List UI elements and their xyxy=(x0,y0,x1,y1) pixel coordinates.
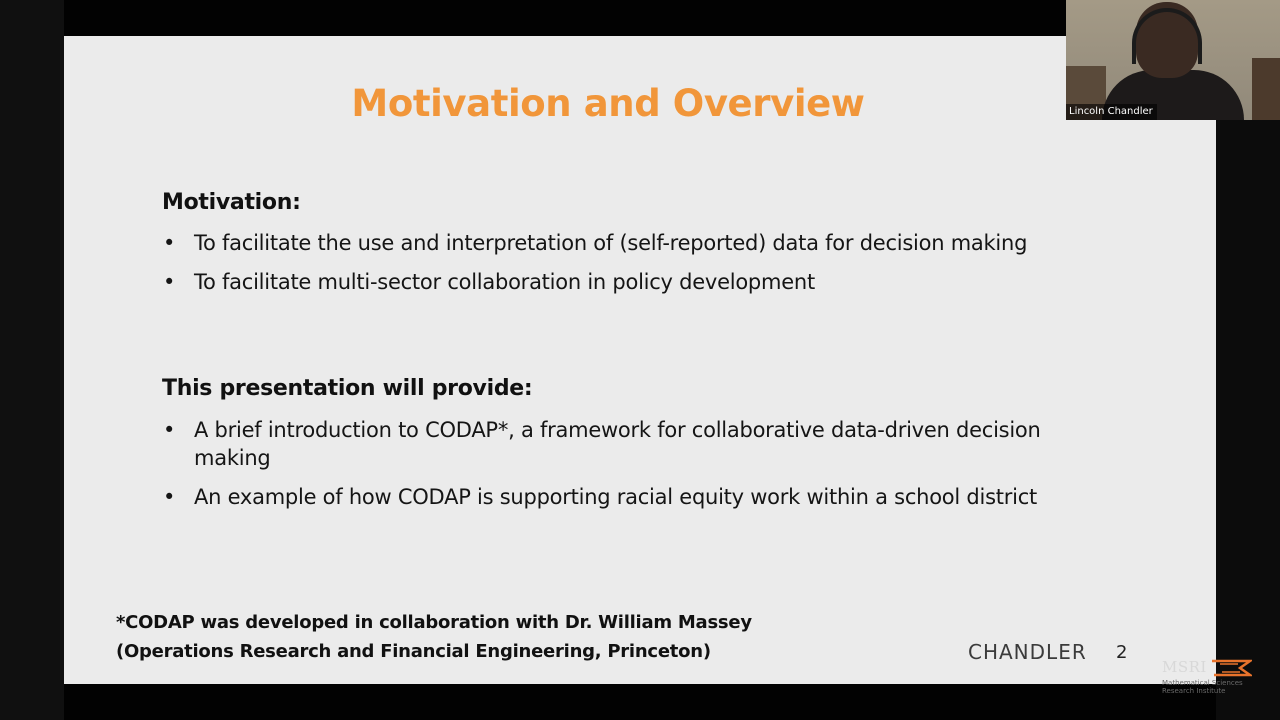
presentation-heading: This presentation will provide: xyxy=(162,376,533,401)
motivation-list xyxy=(162,229,1082,307)
msri-logo xyxy=(1162,658,1258,700)
brand-wordmark: CHANDLER xyxy=(968,640,1087,664)
motivation-heading: Motivation: xyxy=(162,190,301,215)
footnote-line: *CODAP was developed in collaboration with Dr. William Massey xyxy=(116,612,752,633)
list-item xyxy=(162,416,1082,472)
msri-logo-subtitle xyxy=(1162,679,1243,695)
msri-subtitle-line: Mathematical Sciences xyxy=(1162,679,1243,687)
slide-title: Motivation and Overview xyxy=(351,82,865,125)
msri-logo-text: MSRI xyxy=(1162,658,1207,676)
presentation-list xyxy=(162,416,1082,522)
msri-subtitle-line: Research Institute xyxy=(1162,687,1226,695)
video-background-decor xyxy=(1252,58,1280,120)
slide-page-number: 2 xyxy=(1116,642,1128,663)
bullet-icon: • xyxy=(163,231,176,255)
left-letterbox xyxy=(0,0,64,720)
list-item xyxy=(162,483,1082,511)
presentation-slide xyxy=(64,36,1216,684)
footnote-line: (Operations Research and Financial Engineering, Princeton) xyxy=(116,641,711,662)
list-item xyxy=(162,268,1082,296)
bullet-icon: • xyxy=(163,418,176,442)
footnote xyxy=(116,608,752,666)
bullet-text: An example of how CODAP is supporting racial equity work within a school district xyxy=(194,485,1038,509)
bullet-text: To facilitate multi-sector collaboration in policy development xyxy=(194,270,815,294)
bullet-icon: • xyxy=(163,270,176,294)
participant-video-tile[interactable] xyxy=(1066,0,1280,120)
msri-logo-mark-icon xyxy=(1210,658,1252,678)
bullet-text: To facilitate the use and interpretation of (self-reported) data for decision making xyxy=(194,231,1028,255)
bullet-text: A brief introduction to CODAP*, a framework for collaborative data-driven decision making xyxy=(194,418,1041,470)
list-item xyxy=(162,229,1082,257)
bullet-icon: • xyxy=(163,485,176,509)
participant-name-label: Lincoln Chandler xyxy=(1066,104,1157,120)
